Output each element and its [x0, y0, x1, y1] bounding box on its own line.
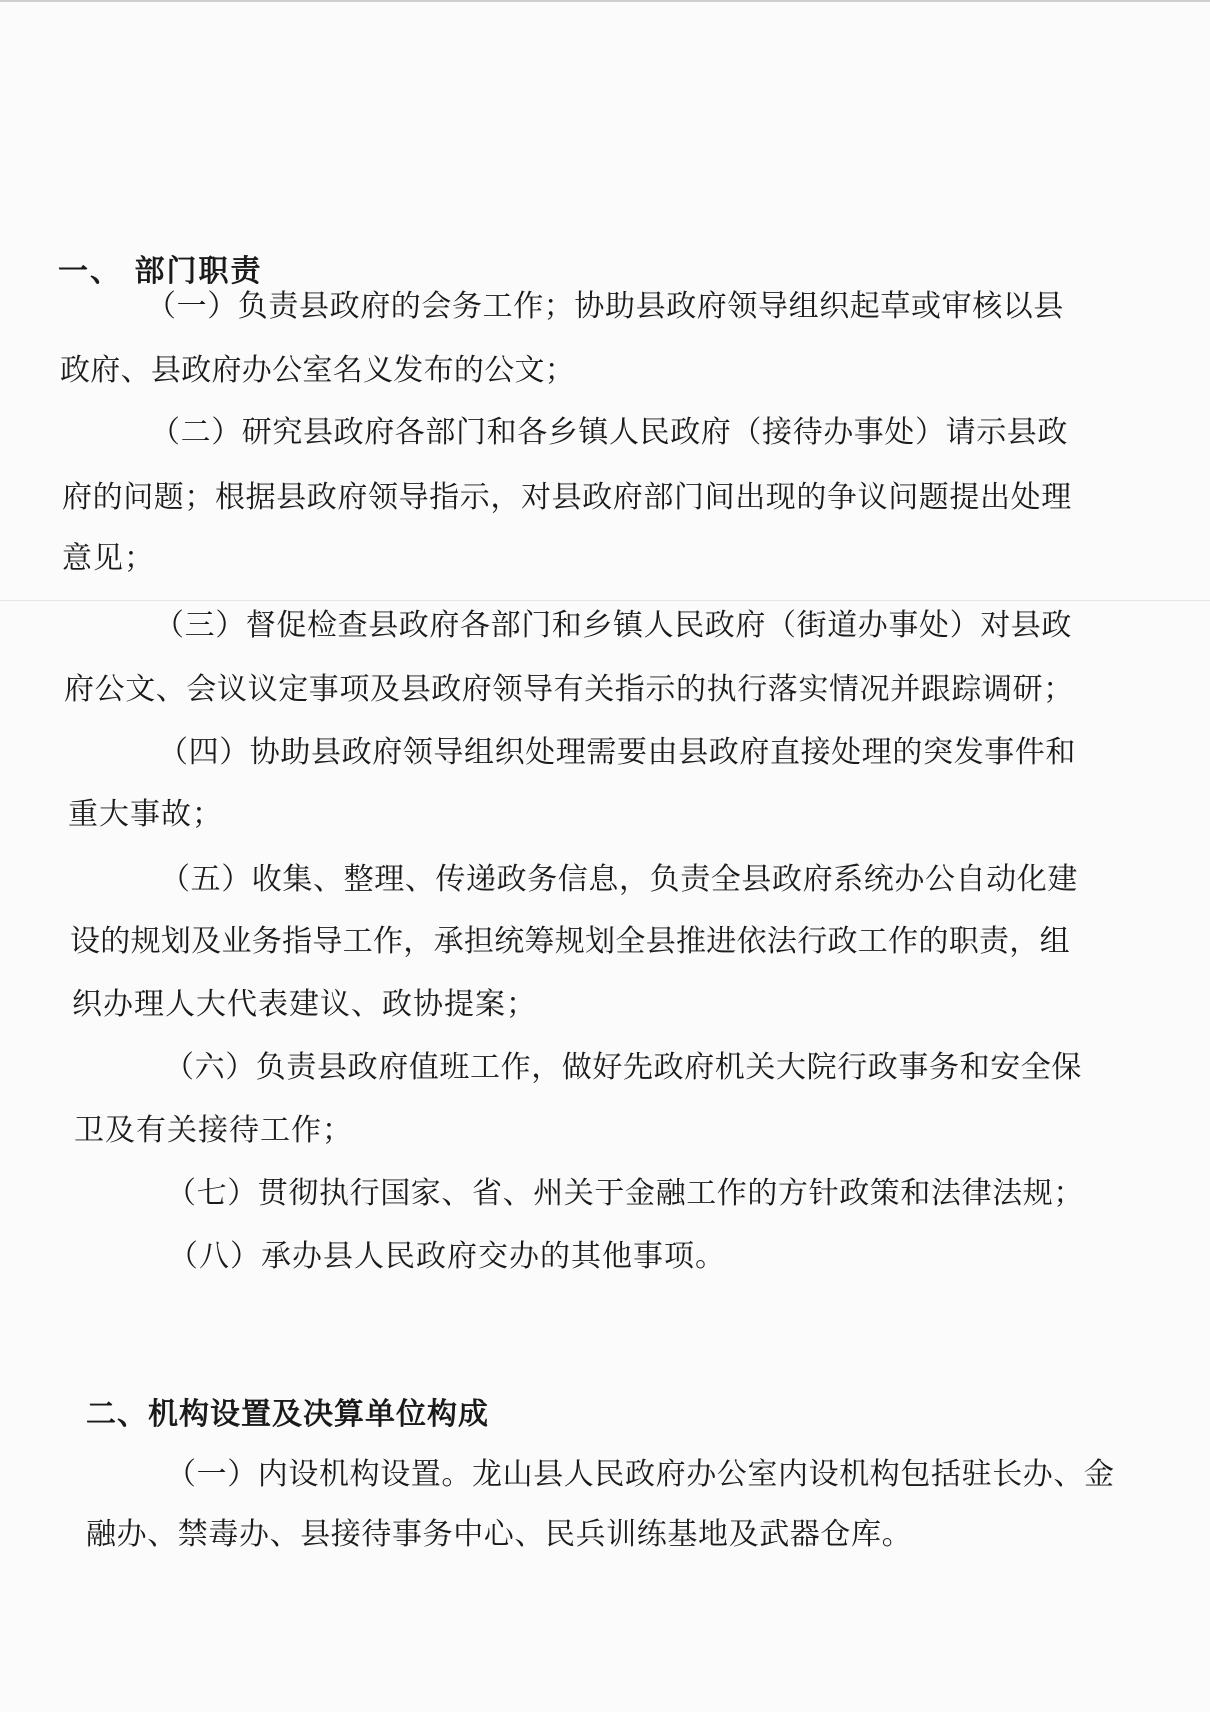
section-2-line-1: （一）内设机构设置。龙山县人民政府办公室内设机构包括驻长办、金 — [166, 1457, 1115, 1492]
section-1-line-12: 织办理人大代表建议、政协提案； — [72, 987, 537, 1022]
section-1-line-10: （五）收集、整理、传递政务信息，负责全县政府系统办公自动化建 — [160, 862, 1078, 897]
section-1-line-15: （七）贯彻执行国家、省、州关于金融工作的方针政策和法律法规； — [166, 1176, 1084, 1211]
scan-artifact-line — [0, 600, 1210, 601]
section-1-line-5: 意见； — [62, 541, 155, 576]
section-1-line-3: （二）研究县政府各部门和各乡镇人民政府（接待办事处）请示县政 — [150, 415, 1068, 450]
section-2-line-2: 融办、禁毒办、县接待事务中心、民兵训练基地及武器仓库。 — [86, 1517, 913, 1552]
section-1-line-11: 设的规划及业务指导工作，承担统筹规划全县推进依法行政工作的职责，组 — [70, 924, 1070, 959]
section-1-line-1: （一）负责县政府的会务工作；协助县政府领导组织起草或审核以县 — [146, 289, 1064, 324]
section-1-line-8: （四）协助县政府领导组织处理需要由县政府直接处理的突发事件和 — [158, 735, 1076, 770]
section-1-line-6: （三）督促检查县政府各部门和乡镇人民政府（街道办事处）对县政 — [154, 608, 1072, 643]
scan-top-edge — [0, 0, 1210, 2]
section-1-line-14: 卫及有关接待工作； — [74, 1113, 353, 1148]
section-1-line-9: 重大事故； — [68, 797, 223, 832]
section-1-line-4: 府的问题；根据县政府领导指示，对县政府部门间出现的争议问题提出处理 — [62, 480, 1072, 515]
section-1-line-16: （八）承办县人民政府交办的其他事项。 — [168, 1239, 726, 1274]
section-2-heading: 二、机构设置及决算单位构成 — [86, 1397, 489, 1432]
section-1-line-13: （六）负责县政府值班工作，做好先政府机关大院行政事务和安全保 — [164, 1050, 1082, 1085]
section-1-heading: 一、 部门职责 — [58, 254, 263, 289]
section-1-line-7: 府公文、会议议定事项及县政府领导有关指示的执行落实情况并跟踪调研； — [64, 672, 1074, 707]
section-1-line-2: 政府、县政府办公室名义发布的公文； — [60, 353, 576, 388]
